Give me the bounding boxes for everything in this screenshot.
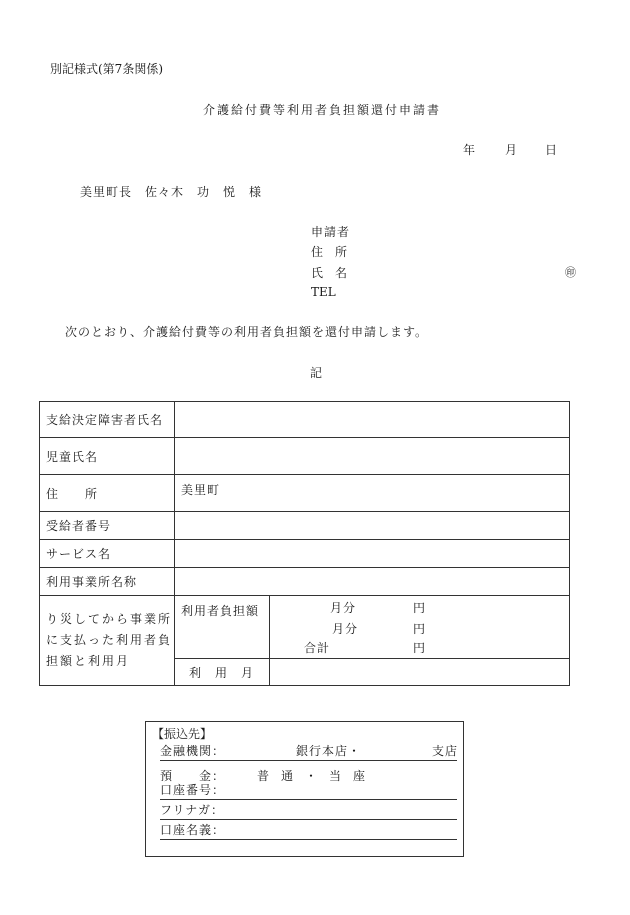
child-name-label: 児童氏名 [40,438,175,475]
application-table [39,401,570,686]
date-month-label: 月 [505,143,518,157]
address-prefix: 美里町 [181,483,221,497]
applicant-label: 申請者 [311,225,351,239]
burden-amount-field[interactable] [270,596,570,659]
date-year-label: 年 [463,143,476,157]
applicant-tel-label: TEL [311,285,336,299]
recipient-name-label: 支給決定障害者氏名 [40,402,175,438]
table-row [40,596,570,659]
usage-month-field[interactable] [270,659,570,686]
yen-total: 円 [413,641,427,655]
account-name-label: 口座名義： [160,823,226,837]
month-suffix-2: 月分 [332,622,359,636]
table-row [40,512,570,540]
service-name-field[interactable] [175,540,570,568]
institution-line[interactable] [160,745,457,761]
form-label: 別記様式(第7条関係) [50,62,163,76]
month-suffix-1: 月分 [330,601,357,615]
burden-section-label-line: に支払った利用者負 [46,633,173,647]
table-row [40,475,570,512]
burden-amount-label: 利用者負担額 [175,596,270,659]
account-name-line[interactable] [160,824,457,840]
deposit-label: 預 金： [160,769,226,783]
table-row [40,438,570,475]
recipient-name-field[interactable] [175,402,570,438]
bank-suffix: 銀行本店・ [296,744,362,758]
burden-section-label-line: り災してから事業所 [46,612,173,626]
total-label: 合計 [304,641,331,655]
furigana-line[interactable] [160,804,457,820]
facility-name-field[interactable] [175,568,570,596]
institution-label: 金融機関： [160,744,226,758]
deposit-options[interactable]: 普 通 ・ 当 座 [257,769,366,783]
burden-section-label-line: 担額と利用月 [46,654,131,668]
table-row [40,540,570,568]
bank-heading: 【振込先】 [152,727,213,741]
seal-mark: ㊞ [565,266,576,279]
facility-name-label: 利用事業所名称 [40,568,175,596]
address-label: 住 所 [40,475,175,512]
date-day-label: 日 [545,143,558,157]
yen-1: 円 [413,601,427,615]
table-row [40,402,570,438]
statement: 次のとおり、介護給付費等の利用者負担額を還付申請します。 [65,325,429,339]
usage-month-label: 利 用 月 [175,659,270,686]
ki-heading: 記 [310,366,323,380]
applicant-name-label: 氏 名 [311,266,348,280]
branch-suffix: 支店 [432,744,459,758]
recipient-number-field[interactable] [175,512,570,540]
address-field[interactable] [175,475,570,512]
yen-2: 円 [413,622,427,636]
recipient-number-label: 受給者番号 [40,512,175,540]
table-row [40,568,570,596]
form-title: 介護給付費等利用者負担額還付申請書 [203,103,442,117]
bank-transfer-box [145,721,464,857]
burden-section-label [40,596,175,686]
account-number-line[interactable] [160,784,457,800]
applicant-address-label: 住 所 [311,245,348,259]
service-name-label: サービス名 [40,540,175,568]
child-name-field[interactable] [175,438,570,475]
furigana-label: フリナガ： [160,803,225,817]
account-number-label: 口座番号： [160,783,226,797]
addressee: 美里町長 佐々木 功 悦 様 [80,185,263,199]
